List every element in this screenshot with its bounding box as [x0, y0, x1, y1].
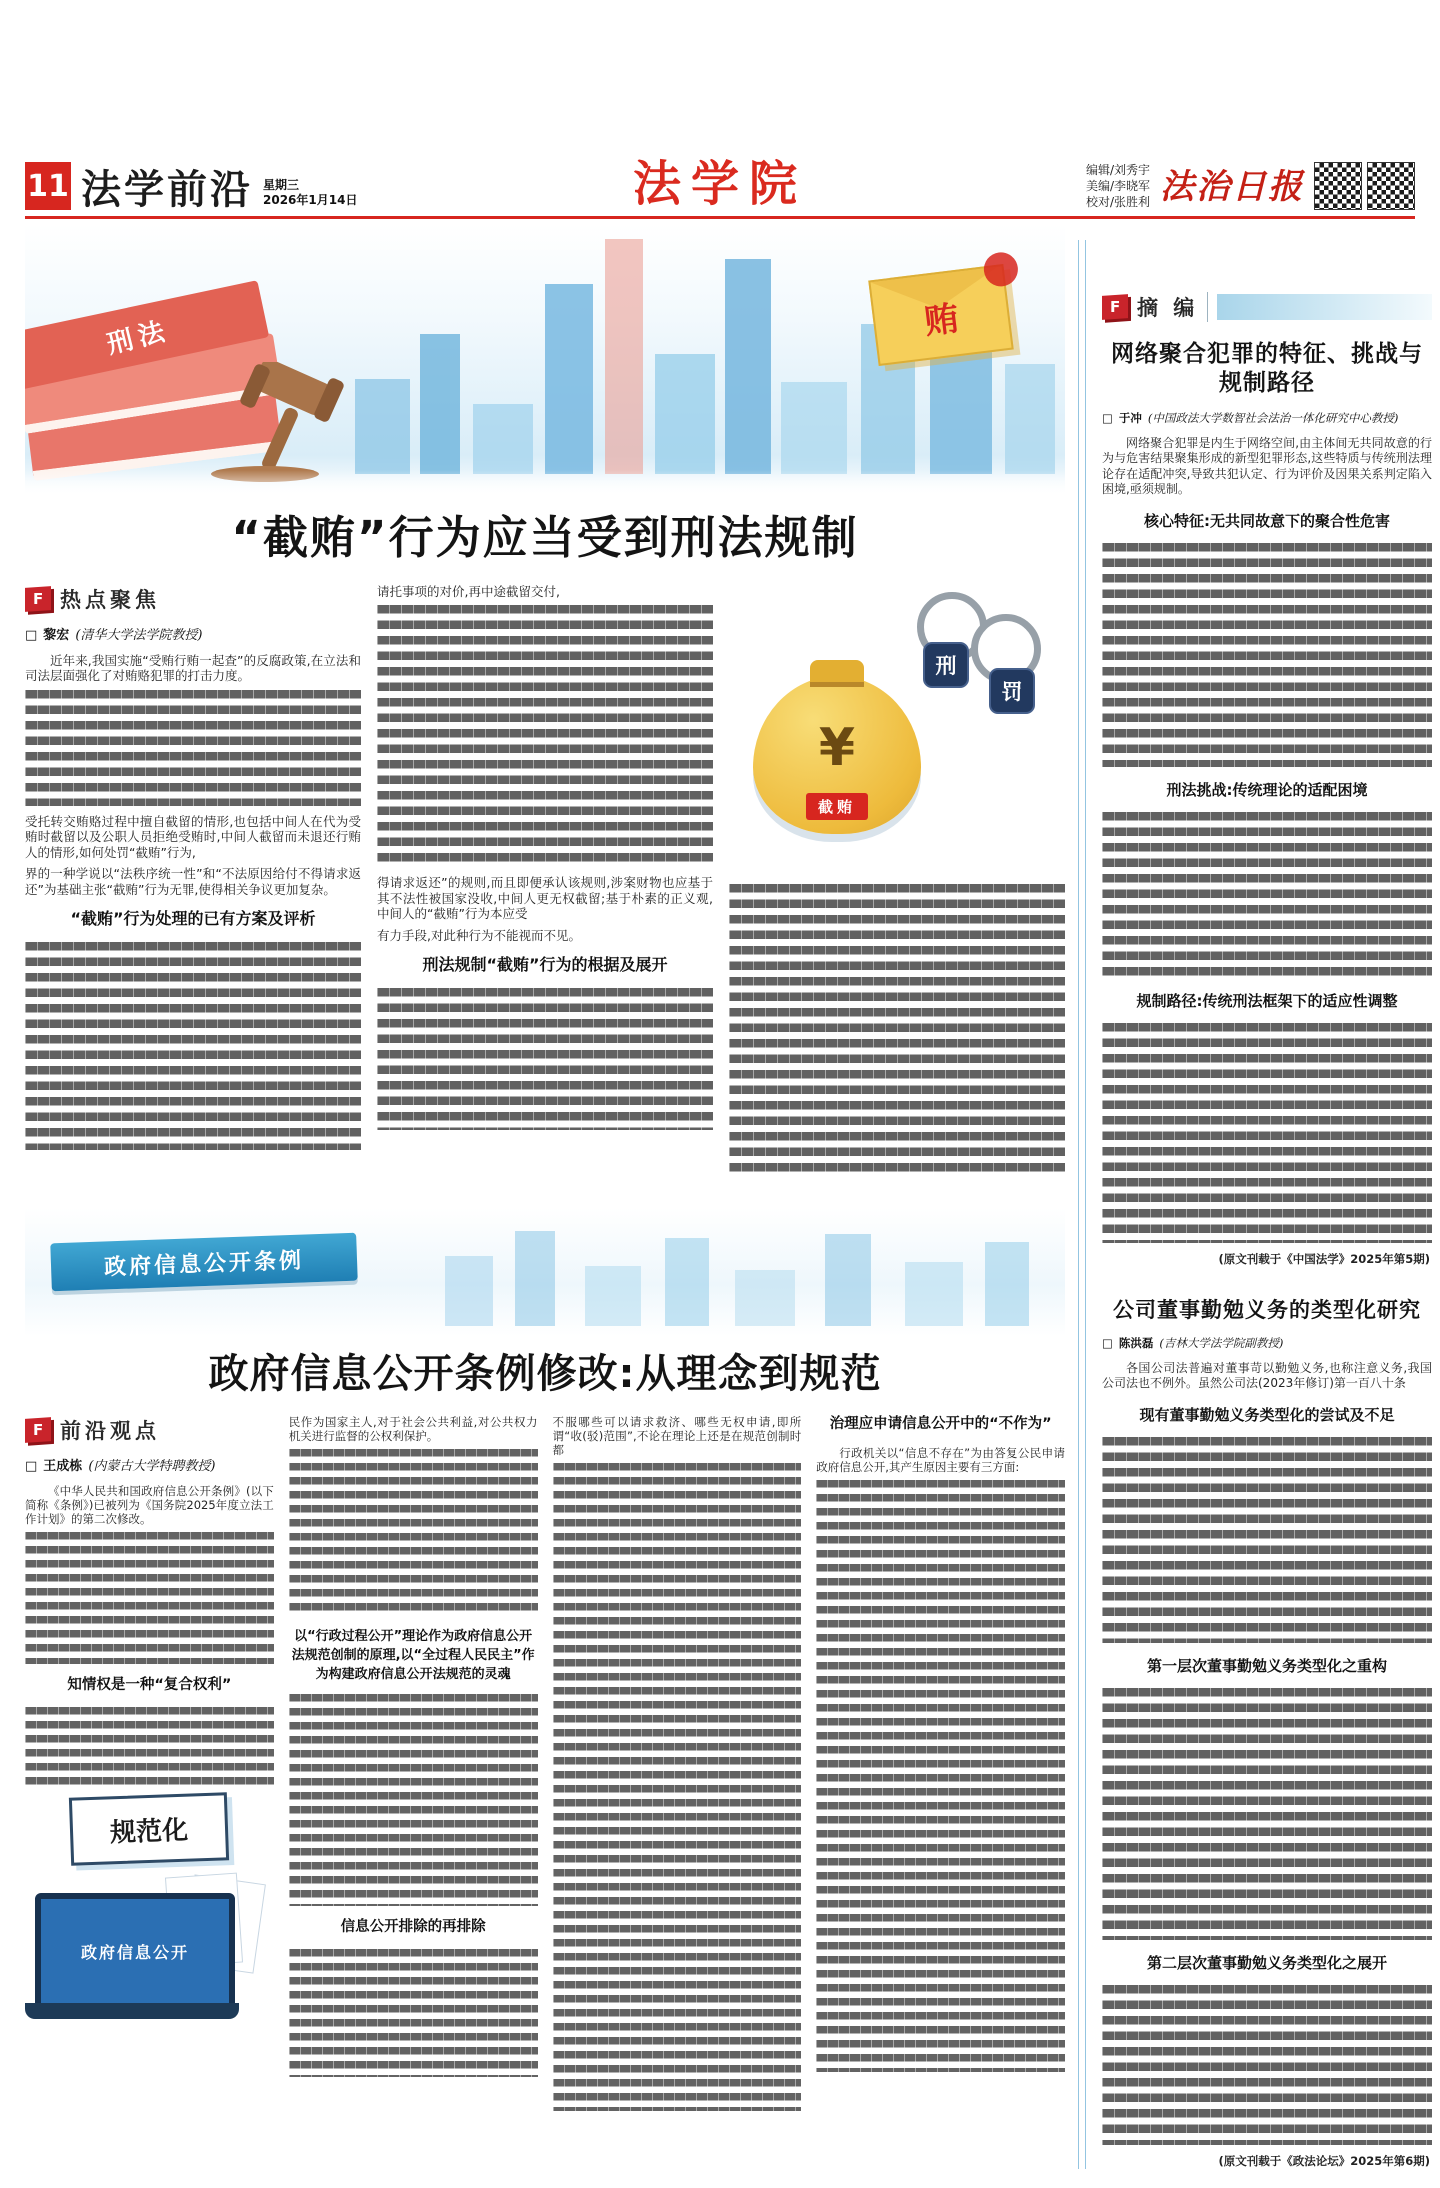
ground-fade	[25, 470, 1065, 496]
masthead-logo: 法治日报	[1160, 167, 1304, 207]
weekday: 星期三	[263, 178, 300, 192]
article2-banner-illustration	[25, 1208, 1065, 1336]
kicker-label: 热点聚焦	[60, 587, 160, 612]
building-shape	[825, 1234, 871, 1326]
qr-code-icon	[1314, 162, 1362, 210]
article4-source-citation: (原文刊载于《政法论坛》2025年第6期)	[1218, 2153, 1430, 2168]
body-text-greeked	[1102, 543, 1432, 767]
column-logo-icon: F	[25, 586, 51, 612]
article1-column-2	[377, 584, 713, 1198]
body-text-greeked	[1102, 1688, 1432, 1940]
paragraph: 民作为国家主人,对于社会公共利益,对公共权力机关进行监督的公权利保护。	[288, 1414, 538, 1443]
author-name: 陈洪磊	[1118, 1335, 1154, 1350]
paragraph: 界的一种学说以“法秩序统一性”和“不法原因给付不得请求返还”为基础主张“截贿”行为无罪,使得相关争议更加复杂。	[25, 866, 361, 897]
building-shape	[985, 1242, 1029, 1326]
article3-subhead-2: 刑法挑战:传统理论的适配困境	[1166, 780, 1368, 799]
paragraph: 受托转交贿赂过程中擅自截留的情形,也包括中间人在代为受贿时截留以及公职人员拒绝受贿时,中间人截留而未退还行贿人的情形,如何处罚“截贿”行为,	[25, 813, 361, 860]
article2-body	[25, 1415, 1065, 2157]
page-title: 法学院	[632, 156, 808, 212]
article1-byline	[25, 624, 361, 643]
designer-credit: 美编/李晓军	[1085, 179, 1150, 193]
punishment-tag-fa: 罚	[989, 668, 1035, 714]
money-bag-illustration	[729, 584, 1065, 876]
proofreader-credit: 校对/张胜利	[1085, 195, 1150, 209]
article-intercepted-bribes	[25, 224, 1065, 1198]
kicker-frontier-view	[25, 1415, 274, 1445]
page-number: 11	[25, 162, 71, 210]
building-shape	[905, 1262, 963, 1326]
article2-byline	[25, 1455, 274, 1474]
money-bag-icon	[753, 676, 921, 834]
article2-column-4	[816, 1415, 1065, 2157]
body-text-greeked	[816, 1480, 1065, 2072]
building-shape	[585, 1266, 641, 1326]
author-name: 于冲	[1118, 410, 1142, 425]
laptop-screen	[35, 1893, 235, 2011]
article3-byline	[1102, 410, 1432, 426]
article2-column-1	[25, 1415, 274, 2157]
laptop-screen-label: 政府信息公开	[80, 1943, 189, 1963]
body-text-greeked	[1102, 1985, 1432, 2145]
city-skyline-illustration	[25, 224, 1065, 496]
kicker-label: 摘 编	[1137, 296, 1199, 320]
paragraph: 网络聚合犯罪是内生于网络空间,由主体间无共同故意的行为与危害结果聚集形成的新型犯罪形态,这些特质与传统刑法理论存在适配冲突,导致共犯认定、行为评价及因果关系判定陷入困境,亟须规制。	[1102, 435, 1432, 496]
body-text-greeked	[553, 1463, 802, 2111]
kicker-label: 前沿观点	[60, 1418, 160, 1443]
column-logo-icon: F	[25, 1417, 51, 1443]
body-text-greeked	[25, 942, 361, 1150]
article2-subhead-2: 以“行政过程公开”理论作为政府信息公开法规范创制的原理,以“全过程人民民主”作为构建政府信息公开法规范的灵魂	[291, 1628, 535, 1682]
body-text-greeked	[289, 1449, 538, 1617]
date: 2026年1月14日	[263, 193, 358, 207]
bribe-character-label: 贿	[922, 298, 961, 343]
body-text-greeked	[25, 690, 361, 806]
author-marker: □	[1102, 1335, 1113, 1350]
author-affiliation: (内蒙古大学特聘教授)	[88, 1458, 216, 1474]
building-shape	[725, 259, 771, 474]
header-right	[1086, 159, 1415, 210]
paragraph: 《中华人民共和国政府信息公开条例》(以下简称《条例》)已被列为《国务院2025年度立法工作计划》的第二次修改。	[25, 1483, 274, 1526]
author-marker: □	[25, 627, 38, 643]
body-text-greeked	[377, 605, 713, 867]
paragraph: 行政机关以“信息不存在”为由答复公民申请政府信息公开,其产生原因主要有三方面:	[816, 1445, 1065, 1474]
building-shape	[545, 284, 593, 474]
article4-subhead-2: 第一层次董事勤勉义务类型化之重构	[1146, 1656, 1387, 1675]
date-block	[263, 178, 357, 210]
header-left	[25, 162, 357, 216]
column-logo-icon: F	[1102, 294, 1128, 320]
article4-headline: 公司董事勤勉义务的类型化研究	[1113, 1297, 1421, 1322]
paragraph: 近年来,我国实施“受贿行贿一起查”的反腐政策,在立法和司法层面强化了对贿赂犯罪的打击力度。	[25, 652, 361, 684]
punishment-tag-xing: 刑	[923, 642, 969, 688]
building-shape	[735, 1270, 795, 1326]
body-text-greeked	[377, 988, 713, 1130]
main-area	[25, 224, 1065, 2157]
standardization-sign: 规范化	[69, 1792, 229, 1865]
building-shape	[515, 1231, 555, 1326]
article4-subhead-1: 现有董事勤勉义务类型化的尝试及不足	[1139, 1405, 1395, 1424]
author-name: 王成栋	[43, 1458, 83, 1474]
body-text-greeked	[1102, 1437, 1432, 1643]
editors-block	[1086, 162, 1150, 210]
gradient-bar	[1217, 294, 1432, 320]
building-shape	[655, 354, 715, 474]
kicker-hot-focus	[25, 584, 361, 614]
article-director-duty-of-diligence	[1102, 1297, 1432, 2169]
currency-symbol: ¥	[818, 718, 856, 779]
page-header	[25, 140, 1415, 219]
article1-column-1	[25, 584, 361, 1198]
body-text-greeked	[729, 884, 1065, 1172]
article2-subhead-1: 知情权是一种“复合权利”	[67, 1676, 232, 1693]
bag-tag-label: 截贿	[806, 793, 868, 820]
book-title-label: 刑法	[104, 315, 174, 360]
body-text-greeked	[289, 1694, 538, 1906]
paragraph: 有力手段,对此种行为不能视而不见。	[377, 927, 581, 943]
article3-source-citation: (原文刊载于《中国法学》2025年第5期)	[1218, 1251, 1430, 1266]
paragraph: 各国公司法普遍对董事苛以勤勉义务,也称注意义务,我国公司法也不例外。虽然公司法(2023年修订)第一百八十条	[1102, 1360, 1432, 1391]
body-text-greeked	[1102, 1023, 1432, 1243]
article-gov-info-disclosure	[25, 1208, 1065, 2157]
author-name: 黎宏	[43, 627, 70, 643]
author-affiliation: (吉林大学法学院副教授)	[1159, 1335, 1284, 1350]
building-shape	[1005, 364, 1055, 474]
divider-line	[1207, 292, 1208, 322]
article2-headline: 政府信息公开条例修改:从理念到规范	[208, 1350, 882, 1397]
building-shape	[781, 382, 847, 474]
building-shape	[473, 404, 533, 474]
article1-headline: “截贿”行为应当受到刑法规制	[231, 511, 859, 564]
law-books-illustration	[25, 242, 345, 492]
digest-sidebar	[1085, 240, 1432, 2169]
article1-subhead-2: 刑法规制“截贿”行为的根据及展开	[422, 955, 668, 975]
body-text-greeked	[1102, 812, 1432, 978]
article3-subhead-3: 规制路径:传统刑法框架下的适应性调整	[1136, 991, 1398, 1010]
article4-byline	[1102, 1335, 1432, 1351]
body-text-greeked	[289, 1949, 538, 2077]
bribe-envelope-illustration	[868, 264, 1013, 366]
laptop-keyboard	[25, 2003, 239, 2019]
gavel-icon	[195, 362, 365, 482]
article1-body	[25, 584, 1065, 1198]
author-marker: □	[1102, 410, 1113, 425]
building-shape	[665, 1238, 709, 1326]
body-text-greeked	[25, 1707, 274, 1787]
article2-column-3	[553, 1415, 802, 2157]
paragraph: 得请求返还”的规则,而且即便承认该规则,涉案财物也应基于其不法性被国家没收,中间人更无权截留;基于朴素的正义观,中间人的“截贿”行为本应受	[377, 875, 713, 922]
article2-subhead-4: 治理应申请信息公开中的“不作为”	[829, 1415, 1052, 1432]
body-text-greeked	[25, 1532, 274, 1664]
qr-code-icon	[1367, 162, 1415, 210]
paragraph: 不服哪些可以请求救济、哪些无权申请,即所谓“收(驳)范围”,不论在理论上还是在规范创制时都	[552, 1414, 802, 1457]
qr-codes	[1314, 162, 1415, 210]
building-shape	[605, 239, 643, 474]
bag-neck	[810, 660, 864, 687]
author-affiliation: (清华大学法学院教授)	[75, 627, 203, 643]
article1-column-3	[729, 584, 1065, 1198]
author-affiliation: (中国政法大学数智社会法治一体化研究中心教授)	[1147, 410, 1399, 425]
building-shape	[420, 334, 460, 474]
laptop-illustration	[25, 1875, 274, 2037]
section-name: 法学前沿	[81, 167, 253, 213]
regulation-ribbon-banner: 政府信息公开条例	[50, 1232, 357, 1291]
editor-credit: 编辑/刘秀宇	[1085, 163, 1150, 177]
article2-subhead-3: 信息公开排除的再排除	[340, 1918, 486, 1935]
article4-subhead-3: 第二层次董事勤勉义务类型化之展开	[1146, 1953, 1387, 1972]
building-shape	[445, 1256, 493, 1326]
article-network-aggregated-crime	[1102, 340, 1432, 1267]
author-marker: □	[25, 1458, 38, 1474]
article3-subhead-1: 核心特征:无共同故意下的聚合性危害	[1143, 511, 1390, 530]
paragraph: 请托事项的对价,再中途截留交付,	[377, 583, 560, 599]
article3-headline: 网络聚合犯罪的特征、挑战与规制路径	[1111, 341, 1423, 396]
article1-subhead-1: “截贿”行为处理的已有方案及评析	[70, 909, 316, 929]
kicker-digest	[1102, 292, 1432, 322]
article2-column-2	[289, 1415, 538, 2157]
